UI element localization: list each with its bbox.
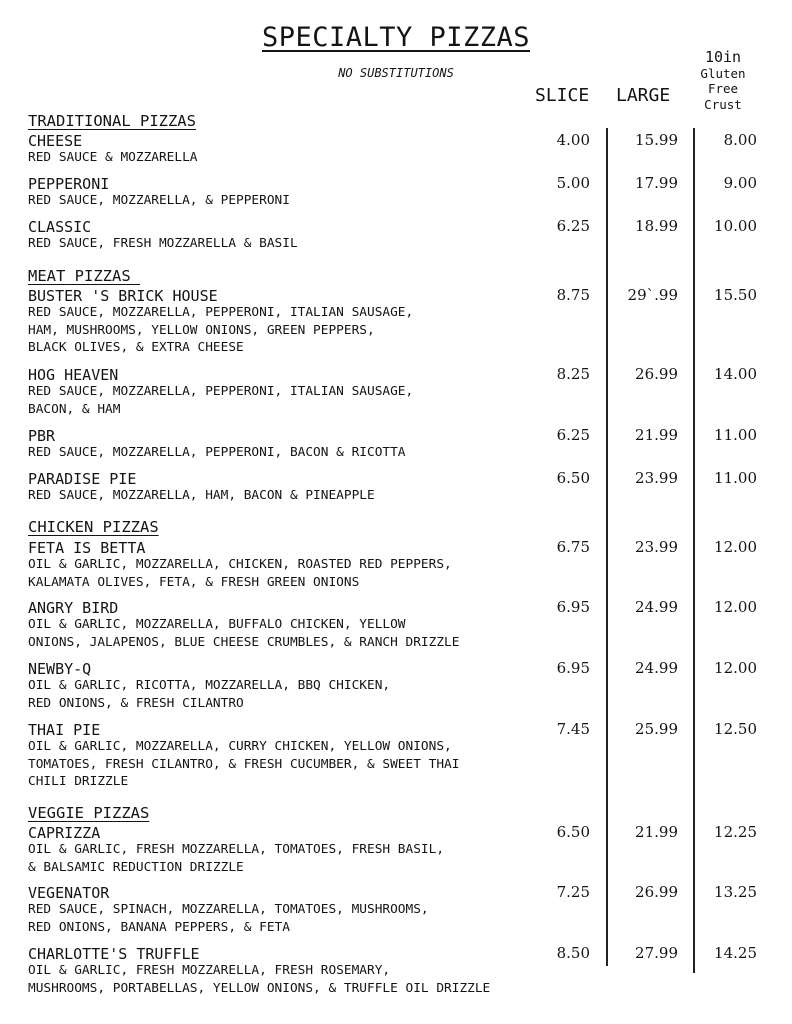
price-gluten-free: 10.00	[714, 217, 757, 235]
price-slice: 4.00	[556, 131, 590, 149]
menu-item-description: RED SAUCE, MOZZARELLA, PEPPERONI, ITALIAN SAUSAGE, HAM, MUSHROOMS, YELLOW ONIONS, GREEN PEPPERS, BLACK OLIVES, & EXTRA CHEESE	[28, 305, 414, 355]
price-slice: 6.50	[556, 823, 590, 841]
menu-item-name: NEWBY-Q	[28, 660, 92, 678]
price-gluten-free: 12.25	[714, 823, 757, 841]
price-large: 26.99	[635, 365, 678, 383]
menu-item-description: RED SAUCE, MOZZARELLA, PEPPERONI, ITALIAN SAUSAGE, BACON, & HAM	[28, 384, 414, 417]
price-slice: 6.75	[556, 538, 590, 556]
price-large: 29`.99	[627, 286, 678, 304]
menu-item-description: RED SAUCE, MOZZARELLA, PEPPERONI, BACON & RICOTTA	[28, 445, 406, 460]
price-gluten-free: 12.50	[714, 720, 757, 738]
column-header-slice: SLICE	[535, 85, 590, 106]
price-large: 15.99	[635, 131, 678, 149]
price-gluten-free: 11.00	[714, 426, 757, 444]
price-large: 24.99	[635, 598, 678, 616]
price-large: 17.99	[635, 174, 678, 192]
menu-item-description: RED SAUCE & MOZZARELLA	[28, 150, 198, 165]
menu-item-name: FETA IS BETTA	[28, 539, 146, 557]
price-large: 18.99	[635, 217, 678, 235]
menu-item-description: OIL & GARLIC, MOZZARELLA, BUFFALO CHICKEN, YELLOW ONIONS, JALAPENOS, BLUE CHEESE CRUMBLES, & RANCH DRIZZLE	[28, 617, 460, 650]
price-large: 21.99	[635, 426, 678, 444]
menu-item-name: ANGRY BIRD	[28, 599, 119, 617]
price-large: 27.99	[635, 944, 678, 962]
gf-header-line: Gluten	[700, 65, 746, 81]
price-large: 25.99	[635, 720, 678, 738]
price-slice: 8.75	[556, 286, 590, 304]
menu-item-description: OIL & GARLIC, FRESH MOZZARELLA, TOMATOES, FRESH BASIL, & BALSAMIC REDUCTION DRIZZLE	[28, 842, 445, 875]
menu-item-name: PARADISE PIE	[28, 470, 137, 488]
price-slice: 6.25	[556, 217, 590, 235]
price-slice: 7.25	[556, 883, 590, 901]
section-title: VEGGIE PIZZAS	[28, 804, 150, 822]
price-large: 26.99	[635, 883, 678, 901]
price-slice: 6.25	[556, 426, 590, 444]
section-title: TRADITIONAL PIZZAS	[28, 112, 196, 130]
gf-header-line: Free	[707, 81, 739, 96]
section-title: CHICKEN PIZZAS	[28, 518, 159, 536]
price-gluten-free: 15.50	[714, 286, 757, 304]
menu-item-name: VEGENATOR	[28, 884, 110, 902]
price-gluten-free: 11.00	[714, 469, 757, 487]
menu-item-description: OIL & GARLIC, MOZZARELLA, CHICKEN, ROASTED RED PEPPERS, KALAMATA OLIVES, FETA, & FRESH GREEN ONIONS	[28, 557, 452, 590]
price-gluten-free: 12.00	[714, 598, 757, 616]
menu-item-description: RED SAUCE, SPINACH, MOZZARELLA, TOMATOES, MUSHROOMS, RED ONIONS, BANANA PEPPERS, & FETA	[28, 902, 429, 935]
menu-item-name: PEPPERONI	[28, 175, 110, 193]
price-gluten-free: 12.00	[714, 659, 757, 677]
gf-header-line: 10in	[704, 48, 742, 66]
menu-item-description: OIL & GARLIC, RICOTTA, MOZZARELLA, BBQ CHICKEN, RED ONIONS, & FRESH CILANTRO	[28, 678, 391, 711]
menu-item-name: PBR	[28, 427, 56, 445]
menu-item-description: RED SAUCE, FRESH MOZZARELLA & BASIL	[28, 236, 298, 251]
price-large: 23.99	[635, 469, 678, 487]
menu-item-name: BUSTER 'S BRICK HOUSE	[28, 287, 218, 305]
price-slice: 7.45	[556, 720, 590, 738]
gf-header-line: Crust	[704, 96, 742, 112]
subtitle: NO SUBSTITUTIONS	[338, 66, 454, 80]
price-large: 23.99	[635, 538, 678, 556]
price-gluten-free: 8.00	[723, 131, 757, 149]
section-title: MEAT PIZZAS	[28, 267, 140, 285]
column-header-large: LARGE	[616, 85, 671, 106]
price-slice: 6.95	[556, 659, 590, 677]
column-divider-large-gf	[693, 128, 695, 973]
price-gluten-free: 14.25	[714, 944, 757, 962]
menu-item-name: HOG HEAVEN	[28, 366, 119, 384]
price-gluten-free: 13.25	[714, 883, 757, 901]
price-gluten-free: 12.00	[714, 538, 757, 556]
price-large: 21.99	[635, 823, 678, 841]
menu-item-name: CHARLOTTE'S TRUFFLE	[28, 945, 200, 963]
menu-item-description: RED SAUCE, MOZZARELLA, & PEPPERONI	[28, 193, 290, 208]
price-slice: 6.50	[556, 469, 590, 487]
page-title: SPECIALTY PIZZAS	[261, 22, 531, 53]
menu-item-description: OIL & GARLIC, MOZZARELLA, CURRY CHICKEN, YELLOW ONIONS, TOMATOES, FRESH CILANTRO, & FRESH CUCUMBER, & SWEET THAI CHILI DRIZZLE	[28, 739, 460, 789]
price-slice: 8.25	[556, 365, 590, 383]
price-gluten-free: 9.00	[723, 174, 757, 192]
price-slice: 6.95	[556, 598, 590, 616]
column-header-gluten-free	[690, 50, 756, 112]
menu-item-description: RED SAUCE, MOZZARELLA, HAM, BACON & PINEAPPLE	[28, 488, 375, 503]
menu-item-description: OIL & GARLIC, FRESH MOZZARELLA, FRESH ROSEMARY, MUSHROOMS, PORTABELLAS, YELLOW ONIONS, & TRUFFLE OIL DRIZZLE	[28, 963, 491, 996]
price-slice: 5.00	[556, 174, 590, 192]
price-gluten-free: 14.00	[714, 365, 757, 383]
menu-item-name: CHEESE	[28, 132, 83, 150]
menu-item-name: CLASSIC	[28, 218, 92, 236]
price-large: 24.99	[635, 659, 678, 677]
menu-item-name: THAI PIE	[28, 721, 101, 739]
menu-item-name: CAPRIZZA	[28, 824, 101, 842]
price-slice: 8.50	[556, 944, 590, 962]
